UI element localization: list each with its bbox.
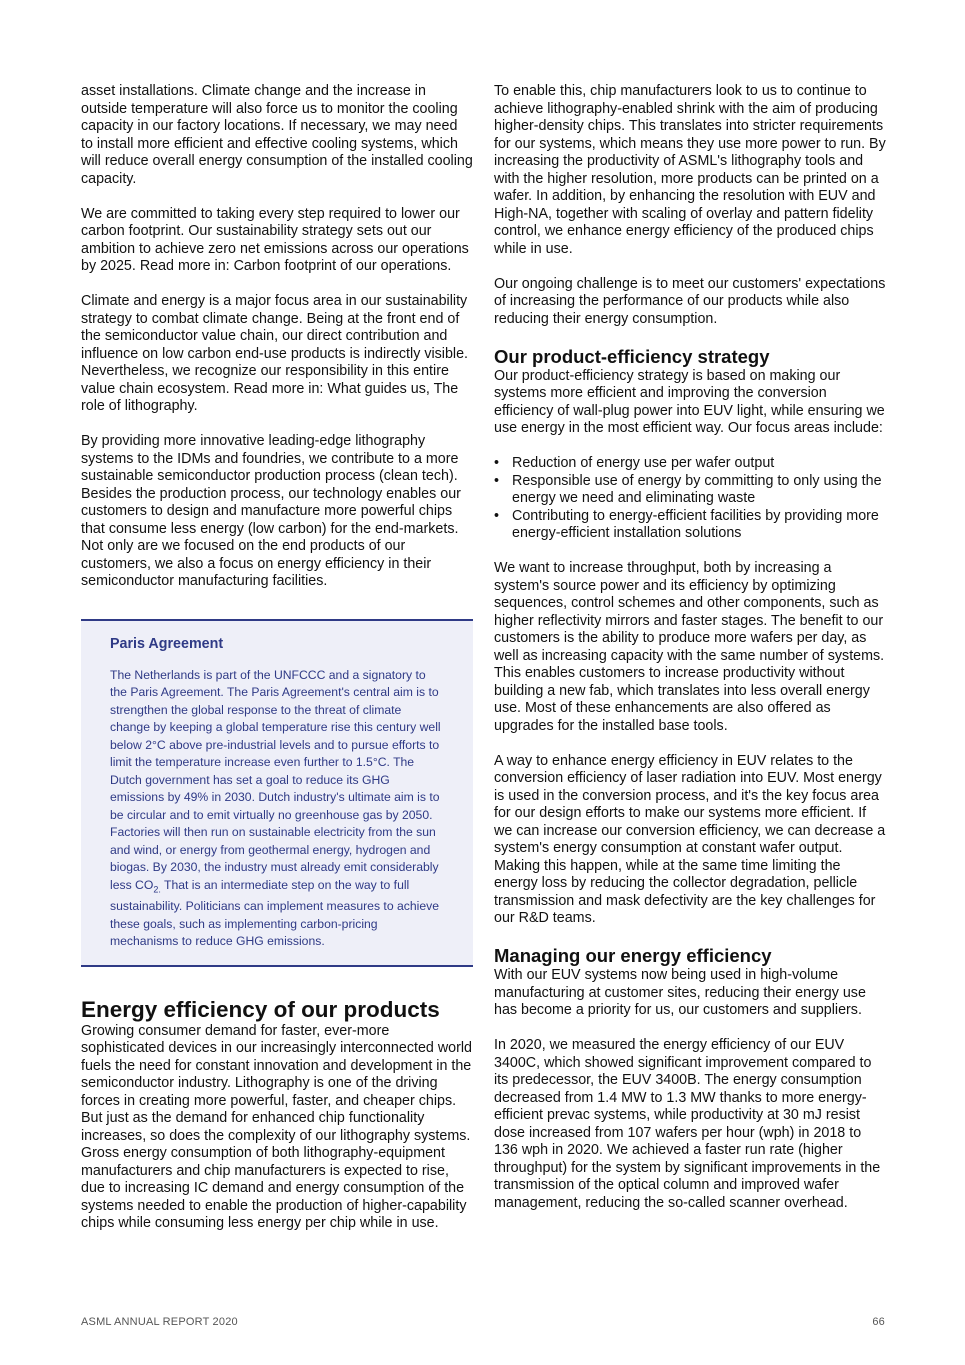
- page-number: 66: [872, 1316, 885, 1328]
- list-item: • Reduction of energy use per wafer output: [494, 455, 886, 473]
- paragraph: Our ongoing challenge is to meet our customers' expectations of increasing the performance of our products while also reducing their energy consumption.: [494, 275, 886, 327]
- box-text: [110, 667, 443, 951]
- paragraph: A way to enhance energy efficiency in EUV relates to the conversion efficiency of laser radiation into EUV. Most energy is used in the conversion process, and it's the key focus area for our design efforts to make our systems more efficient. If we can increase our conversion efficiency, we can decrease a system's energy consumption at constant wafer output. Making this happen, while at the same time limiting the energy loss by reducing the collector degradation, pellicle transmission and mask defectivity are the key challenges for our R&D teams.: [494, 752, 886, 926]
- section-heading: Energy efficiency of our products: [81, 996, 440, 1022]
- paragraph: To enable this, chip manufacturers look to us to continue to achieve lithography-enabled shrink with the aim of producing higher-density chips. This translates into stricter requirements for our systems, which means they use more power to run. By increasing the productivity of ASML's lithography tools and with the higher resolution, more products can be printed on a wafer. In addition, by enhancing the resolution with EUV and High-NA, together with scaling of overlay and pattern fidelity control, we enhance energy efficiency of the produced chips while in use.: [494, 83, 886, 257]
- focus-areas-list: [494, 455, 886, 543]
- paragraph: By providing more innovative leading-edge lithography systems to the IDMs and foundries, we contribute to a more sustainable semiconductor production process (clean tech). Besides the production process, our technology enables our customers to design and manufacture more powerful chips that consume less energy (low carbon) for the end-markets. Not only are we focused on the end products of our customers, we also a focus on energy efficiency in their semiconductor manufacturing facilities.: [81, 433, 461, 589]
- paragraph: In 2020, we measured the energy efficiency of our EUV 3400C, which showed significant improvement compared to its predecessor, the EUV 3400B. The energy consumption decreased from 1.4 MW to 1.3 MW thanks to more energy-efficient prevac systems, while productivity at 30 mJ resist dose increased from 107 wafers per hour (wph) in 2018 to 136 wph in 2020. We achieved a faster run rate (higher throughput) for the system by significant improvements in the transmission of the optical column and improved wafer management, reducing the so-called scanner overhead.: [494, 1037, 881, 1211]
- footer-report-title: ASML ANNUAL REPORT 2020: [81, 1316, 238, 1328]
- subsection-heading: Managing our energy efficiency: [494, 945, 772, 966]
- paragraph: With our EUV systems now being used in high-volume manufacturing at customer sites, reducing their energy use has become a priority for us, our customers and suppliers.: [494, 967, 866, 1018]
- paragraph: Climate and energy is a major focus area in our sustainability strategy to combat climate change. Being at the front end of the semiconductor value chain, our direct contribution and influence on low carbon end-use products is indirectly visible. Nevertheless, we recognize our responsibility in this entire value chain ecosystem. Read more in: What guides us, The role of lithography.: [81, 293, 469, 414]
- co2-subscript: 2.: [153, 883, 161, 894]
- paris-agreement-box: [81, 619, 473, 967]
- box-text-part: The Netherlands is part of the UNFCCC and a signatory to the Paris Agreement. The Paris Agreement's central aim is to strengthen the global response to the threat of climate change by keeping a global temperature rise this century well below 2°C above pre-industrial levels and to pursue efforts to limit the temperature increase even further to 1.5°C. The Dutch government has set a goal to reduce its GHG emissions by 49% in 2030. Dutch industry's ultimate aim is to be circular and to emit virtually no greenhouse gas by 2050. Factories will then run on sustainable electricity from the sun and wind, or energy from geothermal energy, hydrogen and biogas. By 2030, the industry must already emit considerably less CO: [110, 667, 441, 892]
- paragraph: Growing consumer demand for faster, ever-more sophisticated devices in our increasingly interconnected world fuels the need for constant innovation and development in the semiconductor industry. Lithography is one of the driving forces in creating more powerful, faster, and cheaper chips. But just as the demand for enhanced chip functionality increases, so does the complexity of our lithography systems. Gross energy consumption of both lithography-equipment manufacturers and chip manufacturers is expected to rise, due to increasing IC demand and energy consumption of the systems needed to enable the production of higher-capability chips while consuming less energy per chip while in use.: [81, 1022, 472, 1232]
- paragraph: Our product-efficiency strategy is based on making our systems more efficient and improving the conversion efficiency of wall-plug power into EUV light, while ensuring we use energy in the most efficient way. Our focus areas include:: [494, 367, 885, 436]
- paragraph: asset installations. Climate change and the increase in outside temperature will also force us to monitor the cooling capacity in our factory locations. If necessary, we may need to install more efficient and effective cooling systems, which will reduce overall energy consumption of the installed cooling capacity.: [81, 83, 473, 187]
- box-title: Paris Agreement: [110, 635, 224, 652]
- box-text-part: That is an intermediate step on the way to full sustainability. Politicians can implement measures to achieve these goals, such as implementing carbon-pricing mechanisms to reduce GHG emissions.: [110, 877, 439, 949]
- right-column: [494, 83, 886, 1230]
- paragraph: We are committed to taking every step required to lower our carbon footprint. Our sustainability strategy sets out our ambition to achieve zero net emissions across our operations by 2025. Read more in: Carbon footprint of our operations.: [81, 205, 469, 274]
- subsection-heading: Our product-efficiency strategy: [494, 345, 770, 367]
- paragraph: We want to increase throughput, both by increasing a system's source power and its efficiency by optimizing sequences, control schemes and other components, such as higher reflectivity mirrors and faster stages. The benefit to our customers is the ability to produce more wafers per day, as well as increasing capacity with the same number of systems. This enables customers to increase productivity without building a new fab, which translates into less overall energy use. Most of these enhancements are also offered as upgrades for the installed base tools.: [494, 560, 885, 734]
- list-item: • Contributing to energy-efficient facilities by providing more energy-efficient installation solutions: [494, 508, 886, 543]
- list-item: • Responsible use of energy by committing to only using the energy we need and eliminating waste: [494, 473, 886, 508]
- left-column: [81, 83, 473, 1250]
